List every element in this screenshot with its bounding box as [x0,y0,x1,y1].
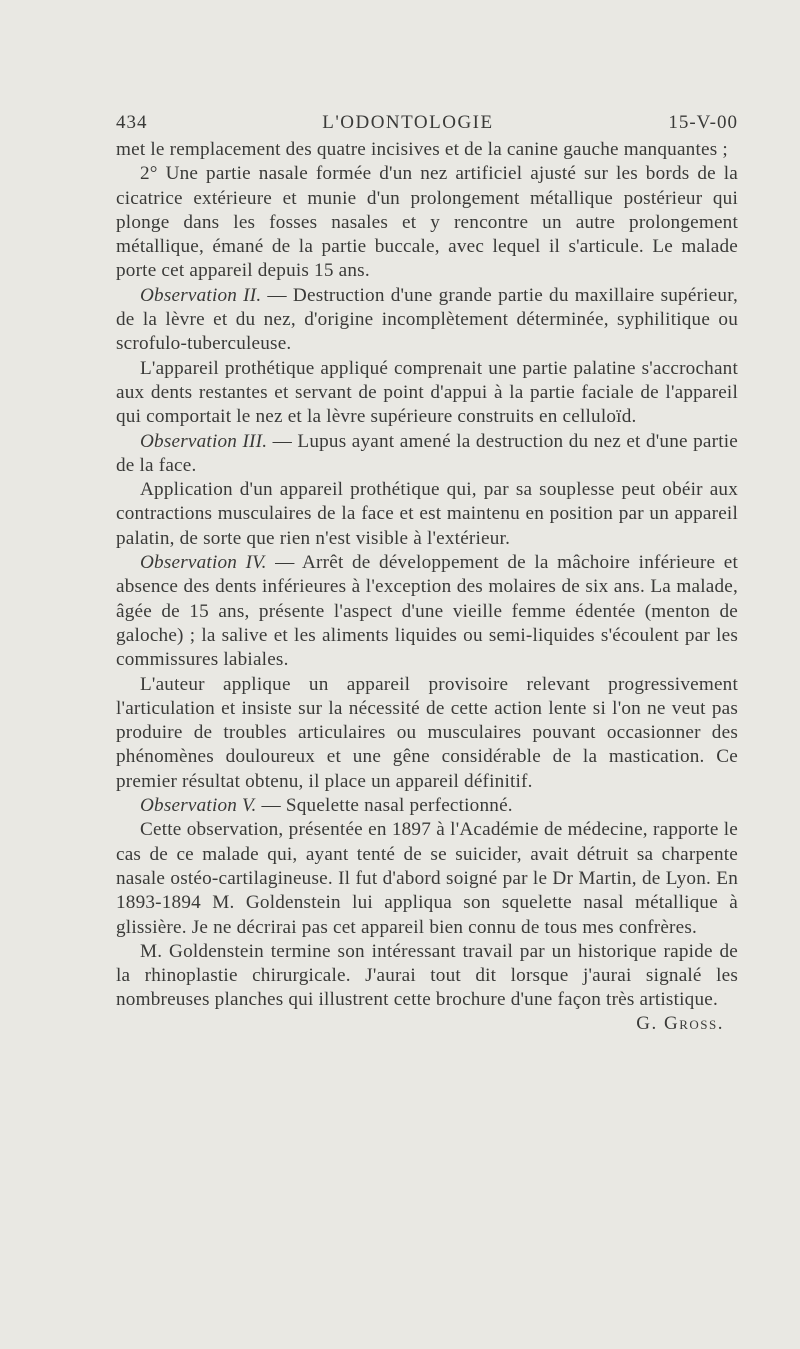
author-signature: G. Gross. [636,1012,724,1034]
paragraph: 2° Une partie nasale formée d'un nez artificiel ajusté sur les bords de la cicatrice extérieure et munie d'un prolongement métallique postérieur qui plonge dans les fosses nasales et y rencontre un autre prolongement métallique, émané de la partie buccale, avec lequel il s'articule. Le malade porte cet appareil depuis 15 ans. [116,163,738,282]
article-body [116,138,738,1013]
page-number: 434 [116,112,148,133]
journal-title: L'ODONTOLOGIE [322,112,494,133]
paragraph: Application d'un appareil prothétique qui, par sa souplesse peut obéir aux contractions musculaires de la face et est maintenu en position par un appareil palatin, de sorte que rien n'est visible à l'extérieur. [116,479,738,549]
paragraph: Cette observation, présentée en 1897 à l'Académie de médecine, rapporte le cas de ce malade qui, ayant tenté de se suicider, avait détruit sa charpente nasale ostéo-cartilagineuse. Il fut d'abord soigné par le Dr Martin, de Lyon. En 1893-1894 M. Goldenstein lui appliqua son squelette nasal métallique à glissière. Je ne décrirai pas cet appareil bien connu de tous mes confrères. [116,819,738,938]
observation-label: Observation IV. [140,552,267,574]
paragraph: Observation II. — Destruction d'une grande partie du maxillaire supérieur, de la lèvre et du nez, d'origine incomplètement déterminée, syphilitique ou scrofulo-tuberculeuse. [116,284,739,355]
issue-date: 15-V-00 [668,112,738,133]
paragraph: L'appareil prothétique appliqué comprenait une partie palatine s'accrochant aux dents restantes et servant de point d'appui à la partie faciale de l'appareil qui comportait le nez et la lèvre supérieure construits en celluloïd. [116,357,738,428]
paragraph: met le remplacement des quatre incisives et de la canine gauche manquantes ; [116,139,728,160]
observation-label: Observation II. [140,284,262,306]
observation-label: Observation III. [140,430,268,452]
paragraph: M. Goldenstein termine son intéressant travail par un historique rapide de la rhinoplastie chirurgicale. J'aurai tout dit lorsque j'aurai signalé les nombreuses planches qui illustrent cette brochure d'une façon très artistique. [116,940,738,1011]
paragraph: L'auteur applique un appareil provisoire relevant progressivement l'articulation et insiste sur la nécessité de cette action lente si l'on ne veut pas produire de troubles articulaires ou musculaires pouvant occasionner des phénomènes douloureux et une gêne considérable de la mastication. Ce premier résultat obtenu, il place un appareil définitif. [116,673,738,792]
paragraph: Observation IV. — Arrêt de développement de la mâchoire inférieure et absence des dents inférieures à l'exception des molaires de six ans. La malade, âgée de 15 ans, présente l'aspect d'une vieille femme édentée (menton de galoche) ; la salive et les aliments liquides ou semi-liquides s'écoulent par les commissures labiales. [116,552,738,671]
paragraph: Observation III. — Lupus ayant amené la destruction du nez et d'une partie de la face. [116,430,738,476]
paragraph: Observation V. — Squelette nasal perfectionné. [140,795,513,817]
observation-label: Observation V. [140,795,257,817]
running-header [116,112,738,134]
